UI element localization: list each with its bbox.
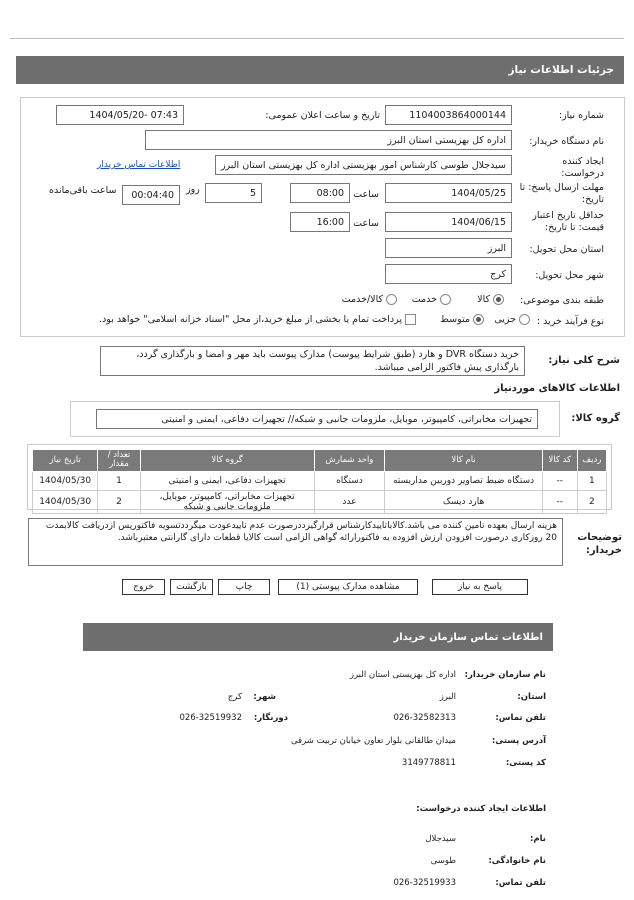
creator-family-label: نام خانوادگی: bbox=[488, 856, 546, 866]
table-cell: عدد bbox=[314, 490, 385, 514]
category-label: طبقه بندی موضوعی: bbox=[519, 295, 604, 306]
goods-group-label: گروه کالا: bbox=[571, 413, 620, 424]
reply-date-field: 1404/05/25 bbox=[385, 183, 512, 203]
reply-deadline-label: مهلت ارسال پاسخ: تا تاریخ: bbox=[519, 182, 604, 205]
category-radio-both[interactable]: کالا/خدمت bbox=[342, 294, 397, 305]
col-header: گروه کالا bbox=[140, 450, 314, 472]
table-cell: دستگاه ضبط تصاویر دوربین مداربسته bbox=[385, 471, 543, 490]
goods-group-field: تجهیزات مخابراتی، کامپیوتر، موبایل، ملزومات جانبی و شبکه// تجهیزات دفاعی، ایمنی و امنیتی bbox=[96, 409, 538, 429]
postal-label: کد پستی: bbox=[505, 758, 546, 768]
contact-city-label: شهر: bbox=[253, 692, 276, 702]
days-field: 5 bbox=[205, 183, 262, 203]
reply-button[interactable]: پاسخ به نیاز bbox=[432, 579, 528, 595]
creator-field: سیدجلال طوسی کارشناس امور بهزیستی اداره کل بهزیستی استان البرز bbox=[215, 155, 512, 175]
price-time-label: ساعت bbox=[353, 218, 379, 229]
phone-label: تلفن تماس: bbox=[495, 713, 546, 723]
postal-value: 3149778811 bbox=[401, 758, 456, 768]
table-cell: تجهیزات مخابراتی، کامپیوتر، موبایل، ملزومات جانبی و شبکه bbox=[140, 490, 314, 514]
creator-phone-value: 026-32519933 bbox=[393, 878, 456, 888]
checkbox-icon bbox=[405, 314, 416, 325]
reply-time-label: ساعت bbox=[353, 189, 379, 200]
buyer-org-field: اداره کل بهزیستی استان البرز bbox=[145, 130, 512, 150]
description-box: خرید دستگاه DVR و هارد (طبق شرایط پیوست) مدارک پیوست باید مهر و امضا و بارگذاری گردد، بارگذاری پیش فاکتور الزامی میباشد. bbox=[100, 346, 525, 376]
phone-value: 026-32582313 bbox=[393, 713, 456, 723]
process-radio-medium[interactable]: متوسط bbox=[440, 314, 484, 325]
announce-field: 1404/05/20- 07:43 bbox=[56, 105, 184, 125]
page-header bbox=[16, 56, 624, 84]
process-radio-minor[interactable]: جزیی bbox=[494, 314, 530, 325]
page-title: جزئیات اطلاعات نیاز bbox=[508, 64, 614, 76]
remaining-time-field: 00:04:40 bbox=[122, 185, 180, 205]
print-button[interactable]: چاپ bbox=[218, 579, 270, 595]
table-cell: 1 bbox=[98, 471, 140, 490]
table-cell: 1404/05/30 bbox=[33, 471, 98, 490]
table-cell: 1 bbox=[577, 471, 606, 490]
table-cell: هارد دیسک bbox=[385, 490, 543, 514]
col-header: تعداد / مقدار bbox=[98, 450, 140, 472]
contact-province-label: استان: bbox=[517, 692, 546, 702]
table-row bbox=[33, 471, 607, 490]
col-header: نام کالا bbox=[385, 450, 543, 472]
top-divider bbox=[10, 38, 624, 39]
creator-info-title: اطلاعات ایجاد کننده درخواست: bbox=[416, 804, 546, 814]
col-header: تاریخ نیاز bbox=[33, 450, 98, 472]
table-cell: 2 bbox=[577, 490, 606, 514]
table-cell: دستگاه bbox=[314, 471, 385, 490]
category-radio-service[interactable]: خدمت bbox=[412, 294, 451, 305]
description-label: شرح کلی نیاز: bbox=[548, 355, 620, 366]
table-cell: تجهیزات دفاعی، ایمنی و امنیتی bbox=[140, 471, 314, 490]
days-label: روز bbox=[186, 184, 200, 195]
creator-phone-label: تلفن تماس: bbox=[495, 878, 546, 888]
city-field: کرج bbox=[385, 264, 512, 284]
buyer-contact-link[interactable]: اطلاعات تماس خریدار bbox=[97, 160, 181, 170]
need-number-field: 1104003864000144 bbox=[385, 105, 512, 125]
address-value: میدان طالقانی بلوار تعاون خیابان تربیت شرقی bbox=[290, 736, 456, 746]
radio-icon bbox=[519, 314, 530, 325]
need-number-label: شماره نیاز: bbox=[558, 110, 604, 121]
process-label: نوع فرآیند خرید : bbox=[536, 316, 604, 327]
creator-name-value: سیدجلال bbox=[425, 834, 456, 844]
goods-section-title: اطلاعات کالاهای موردنیاز bbox=[494, 383, 620, 394]
category-radio-goods[interactable]: کالا bbox=[477, 294, 504, 305]
items-table bbox=[32, 449, 607, 514]
back-button[interactable]: بازگشت bbox=[170, 579, 213, 595]
radio-selected-icon bbox=[493, 294, 504, 305]
table-cell: 2 bbox=[98, 490, 140, 514]
city-label: شهر محل تحویل: bbox=[535, 270, 604, 281]
items-table-header bbox=[33, 450, 607, 472]
table-cell: -- bbox=[542, 471, 577, 490]
buyer-notes-label: توضیحات خریدار: bbox=[577, 532, 622, 556]
treasury-payment-checkbox[interactable]: پرداخت تمام یا بخشی از مبلغ خرید،از محل "اسناد خزانه اسلامی" خواهد بود. bbox=[99, 314, 416, 325]
col-header: کد کالا bbox=[542, 450, 577, 472]
buyer-notes-box: هزینه ارسال بعهده تامین کننده می باشد.کالاباتاییدکارشناس قرارگیرددرصورت عدم تاییدعودت میگرددتسویه فاکتورپس ازدریافت کالابمدت 20 روزکاری درصورت افزودن ارزش افزوده به فاکتورارائه گواهی الزامی است کالایا قطعات دارای گارانتی معتبرباشد. bbox=[28, 518, 563, 566]
address-label: آدرس پستی: bbox=[491, 736, 546, 746]
reply-time-field: 08:00 bbox=[290, 183, 350, 203]
creator-label: ایجاد کننده درخواست: bbox=[561, 156, 604, 179]
table-row bbox=[33, 490, 607, 514]
price-date-field: 1404/06/15 bbox=[385, 212, 512, 232]
contact-city-value: کرج bbox=[227, 692, 242, 702]
col-header: ردیف bbox=[577, 450, 606, 472]
remaining-time-label: ساعت باقی‌مانده bbox=[49, 185, 117, 196]
buyer-org-label: نام دستگاه خریدار: bbox=[529, 136, 604, 147]
price-time-field: 16:00 bbox=[290, 212, 350, 232]
org-label: نام سازمان خریدار: bbox=[464, 670, 546, 680]
contact-title: اطلاعات تماس سازمان خریدار bbox=[393, 631, 543, 643]
exit-button[interactable]: خروج bbox=[122, 579, 165, 595]
fax-value: 026-32519932 bbox=[179, 713, 242, 723]
radio-icon bbox=[386, 294, 397, 305]
contact-province-value: البرز bbox=[439, 692, 456, 702]
view-attachments-button[interactable]: مشاهده مدارک پیوستی (1) bbox=[278, 579, 418, 595]
radio-selected-icon bbox=[473, 314, 484, 325]
province-label: استان محل تحویل: bbox=[529, 244, 604, 255]
col-header: واحد شمارش bbox=[314, 450, 385, 472]
creator-name-label: نام: bbox=[529, 834, 546, 844]
province-field: البرز bbox=[385, 238, 512, 258]
fax-label: دورنگار: bbox=[253, 713, 288, 723]
creator-family-value: طوسی bbox=[430, 856, 456, 866]
org-value: اداره کل بهزیستی استان البرز bbox=[349, 670, 456, 680]
price-validity-label: حداقل تاریخ اعتبار قیمت: تا تاریخ: bbox=[532, 210, 604, 233]
table-cell: 1404/05/30 bbox=[33, 490, 98, 514]
radio-icon bbox=[440, 294, 451, 305]
table-cell: -- bbox=[542, 490, 577, 514]
contact-header bbox=[83, 623, 553, 651]
announce-label: تاریخ و ساعت اعلان عمومی: bbox=[265, 110, 380, 121]
